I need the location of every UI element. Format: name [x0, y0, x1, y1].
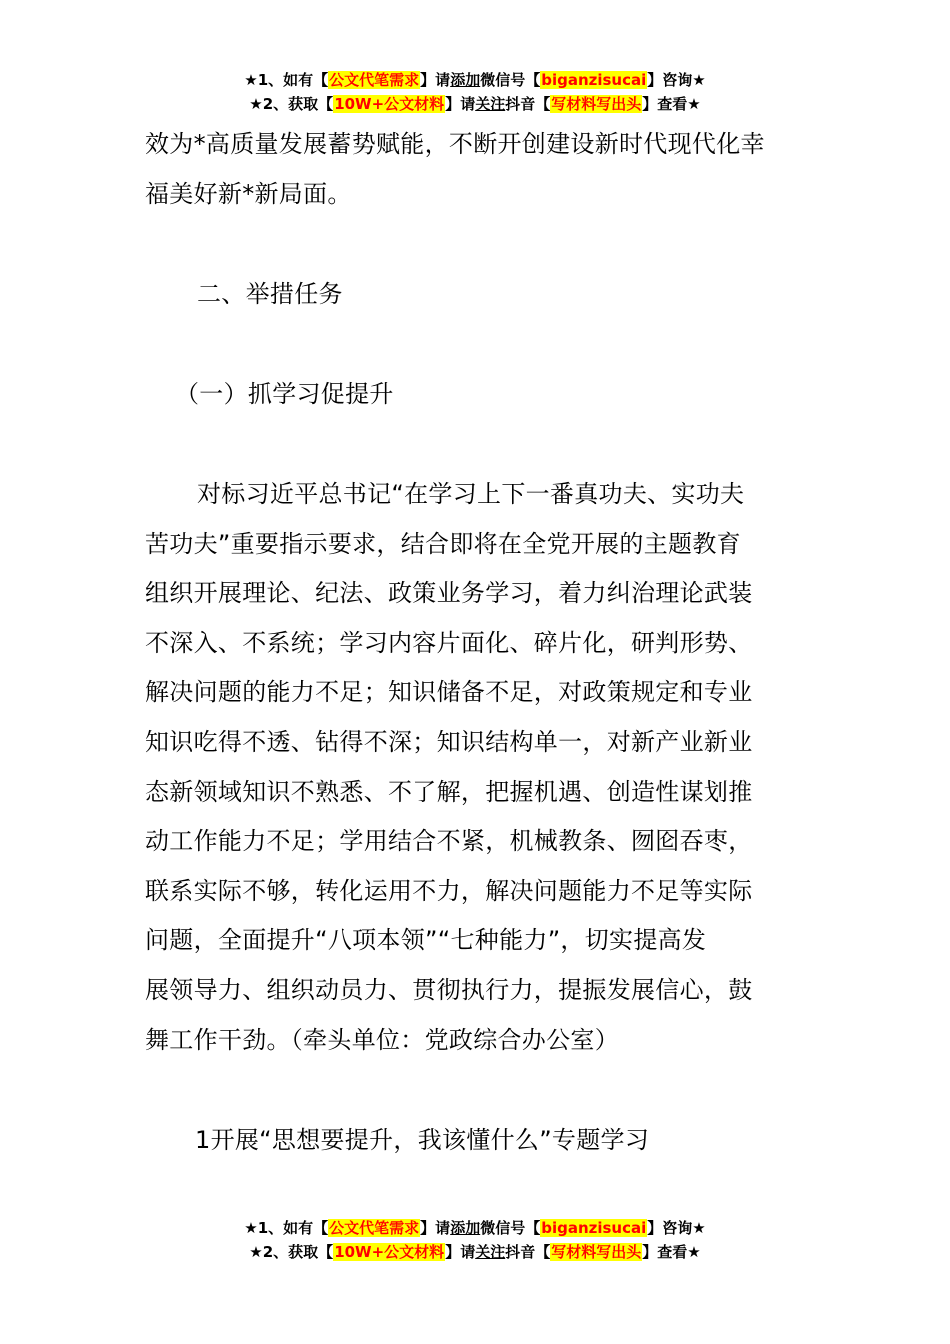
para-line: 态新领域知识不熟悉、不了解，把握机遇、创造性谋划推: [145, 777, 753, 806]
footer-line-2-highlight-douyin: 写材料写出头: [551, 1243, 642, 1261]
footer-line-2: [0, 1240, 950, 1264]
para-line: 展领导力、组织动员力、贯彻执行力，提振发展信心，鼓: [145, 975, 753, 1004]
para-line: 苦功夫”重要指示要求，结合即将在全党开展的主题教育: [145, 529, 741, 558]
header-line-1: [0, 68, 950, 92]
footer-line-2-prefix: ★2、获取【: [249, 1243, 334, 1261]
header-line-2-highlight-materials: 10W+公文材料: [334, 95, 445, 113]
header-line-2-underlined: 关注: [475, 95, 506, 113]
intro-line-1: 效为*高质量发展蓄势赋能，不断开创建设新时代现代化幸: [145, 130, 765, 158]
main-paragraph: [145, 470, 810, 1065]
para-line: 问题，全面提升“八项本领”“七种能力”，切实提高发: [145, 926, 707, 955]
footer-line-1-suffix: 】咨询★: [647, 1219, 706, 1237]
para-line: 动工作能力不足；学用结合不紧，机械教条、囫囵吞枣，: [145, 827, 753, 856]
header-line-1-mid: 】请: [420, 71, 451, 89]
para-line: 不深入、不系统；学习内容片面化、碎片化，研判形势、: [145, 628, 753, 657]
header-line-2: [0, 92, 950, 116]
footer-line-2-suffix: 】查看★: [642, 1243, 701, 1261]
para-line: 舞工作干劲。（牵头单位：党政综合办公室）: [145, 1025, 619, 1054]
para-line: 解决问题的能力不足；知识储备不足，对政策规定和专业: [145, 678, 753, 707]
footer-line-1-prefix: ★1、如有【: [244, 1219, 329, 1237]
header-line-1-underlined: 添加: [450, 71, 481, 89]
footer-line-2-mid2: 抖音【: [505, 1243, 551, 1261]
intro-line-2: 福美好新*新局面。: [145, 179, 352, 208]
para-line: 联系实际不够，转化运用不力，解决问题能力不足等实际: [145, 876, 753, 905]
subsection-heading: [175, 370, 840, 420]
footer-line-1-mid: 】请: [420, 1219, 451, 1237]
header-line-2-mid2: 抖音【: [505, 95, 551, 113]
header-line-1-prefix: ★1、如有【: [244, 71, 329, 89]
item-heading: [195, 1116, 810, 1166]
header-banner: [0, 68, 950, 116]
header-line-2-suffix: 】查看★: [642, 95, 701, 113]
para-line: 组织开展理论、纪法、政策业务学习，着力纠治理论武装: [145, 579, 753, 608]
section-title: 二、举措任务: [197, 280, 343, 308]
footer-banner: [0, 1216, 950, 1264]
header-line-1-mid2: 微信号【: [480, 71, 541, 89]
subsection-title: （一）抓学习促提升: [175, 380, 394, 408]
header-line-1-suffix: 】咨询★: [647, 71, 706, 89]
footer-line-1-highlight-service: 公文代笔需求: [329, 1219, 420, 1237]
item-1-title: 1开展“思想要提升，我该懂什么”专题学习: [195, 1126, 650, 1154]
header-line-1-highlight-wechat: biganzisucai: [541, 71, 647, 89]
para-line: 知识吃得不透、钻得不深；知识结构单一，对新产业新业: [145, 727, 753, 756]
footer-line-1-underlined: 添加: [450, 1219, 481, 1237]
header-line-2-prefix: ★2、获取【: [249, 95, 334, 113]
para-line: 对标习近平总书记“在学习上下一番真功夫、实功夫: [197, 480, 745, 508]
footer-line-2-underlined: 关注: [475, 1243, 506, 1261]
footer-line-1: [0, 1216, 950, 1240]
header-line-1-highlight-service: 公文代笔需求: [329, 71, 420, 89]
footer-line-1-highlight-wechat: biganzisucai: [541, 1219, 647, 1237]
header-line-2-mid: 】请: [445, 95, 476, 113]
intro-paragraph: [145, 120, 810, 219]
footer-line-2-highlight-materials: 10W+公文材料: [334, 1243, 445, 1261]
footer-line-1-mid2: 微信号【: [480, 1219, 541, 1237]
footer-line-2-mid: 】请: [445, 1243, 476, 1261]
section-heading: [145, 270, 810, 320]
header-line-2-highlight-douyin: 写材料写出头: [551, 95, 642, 113]
